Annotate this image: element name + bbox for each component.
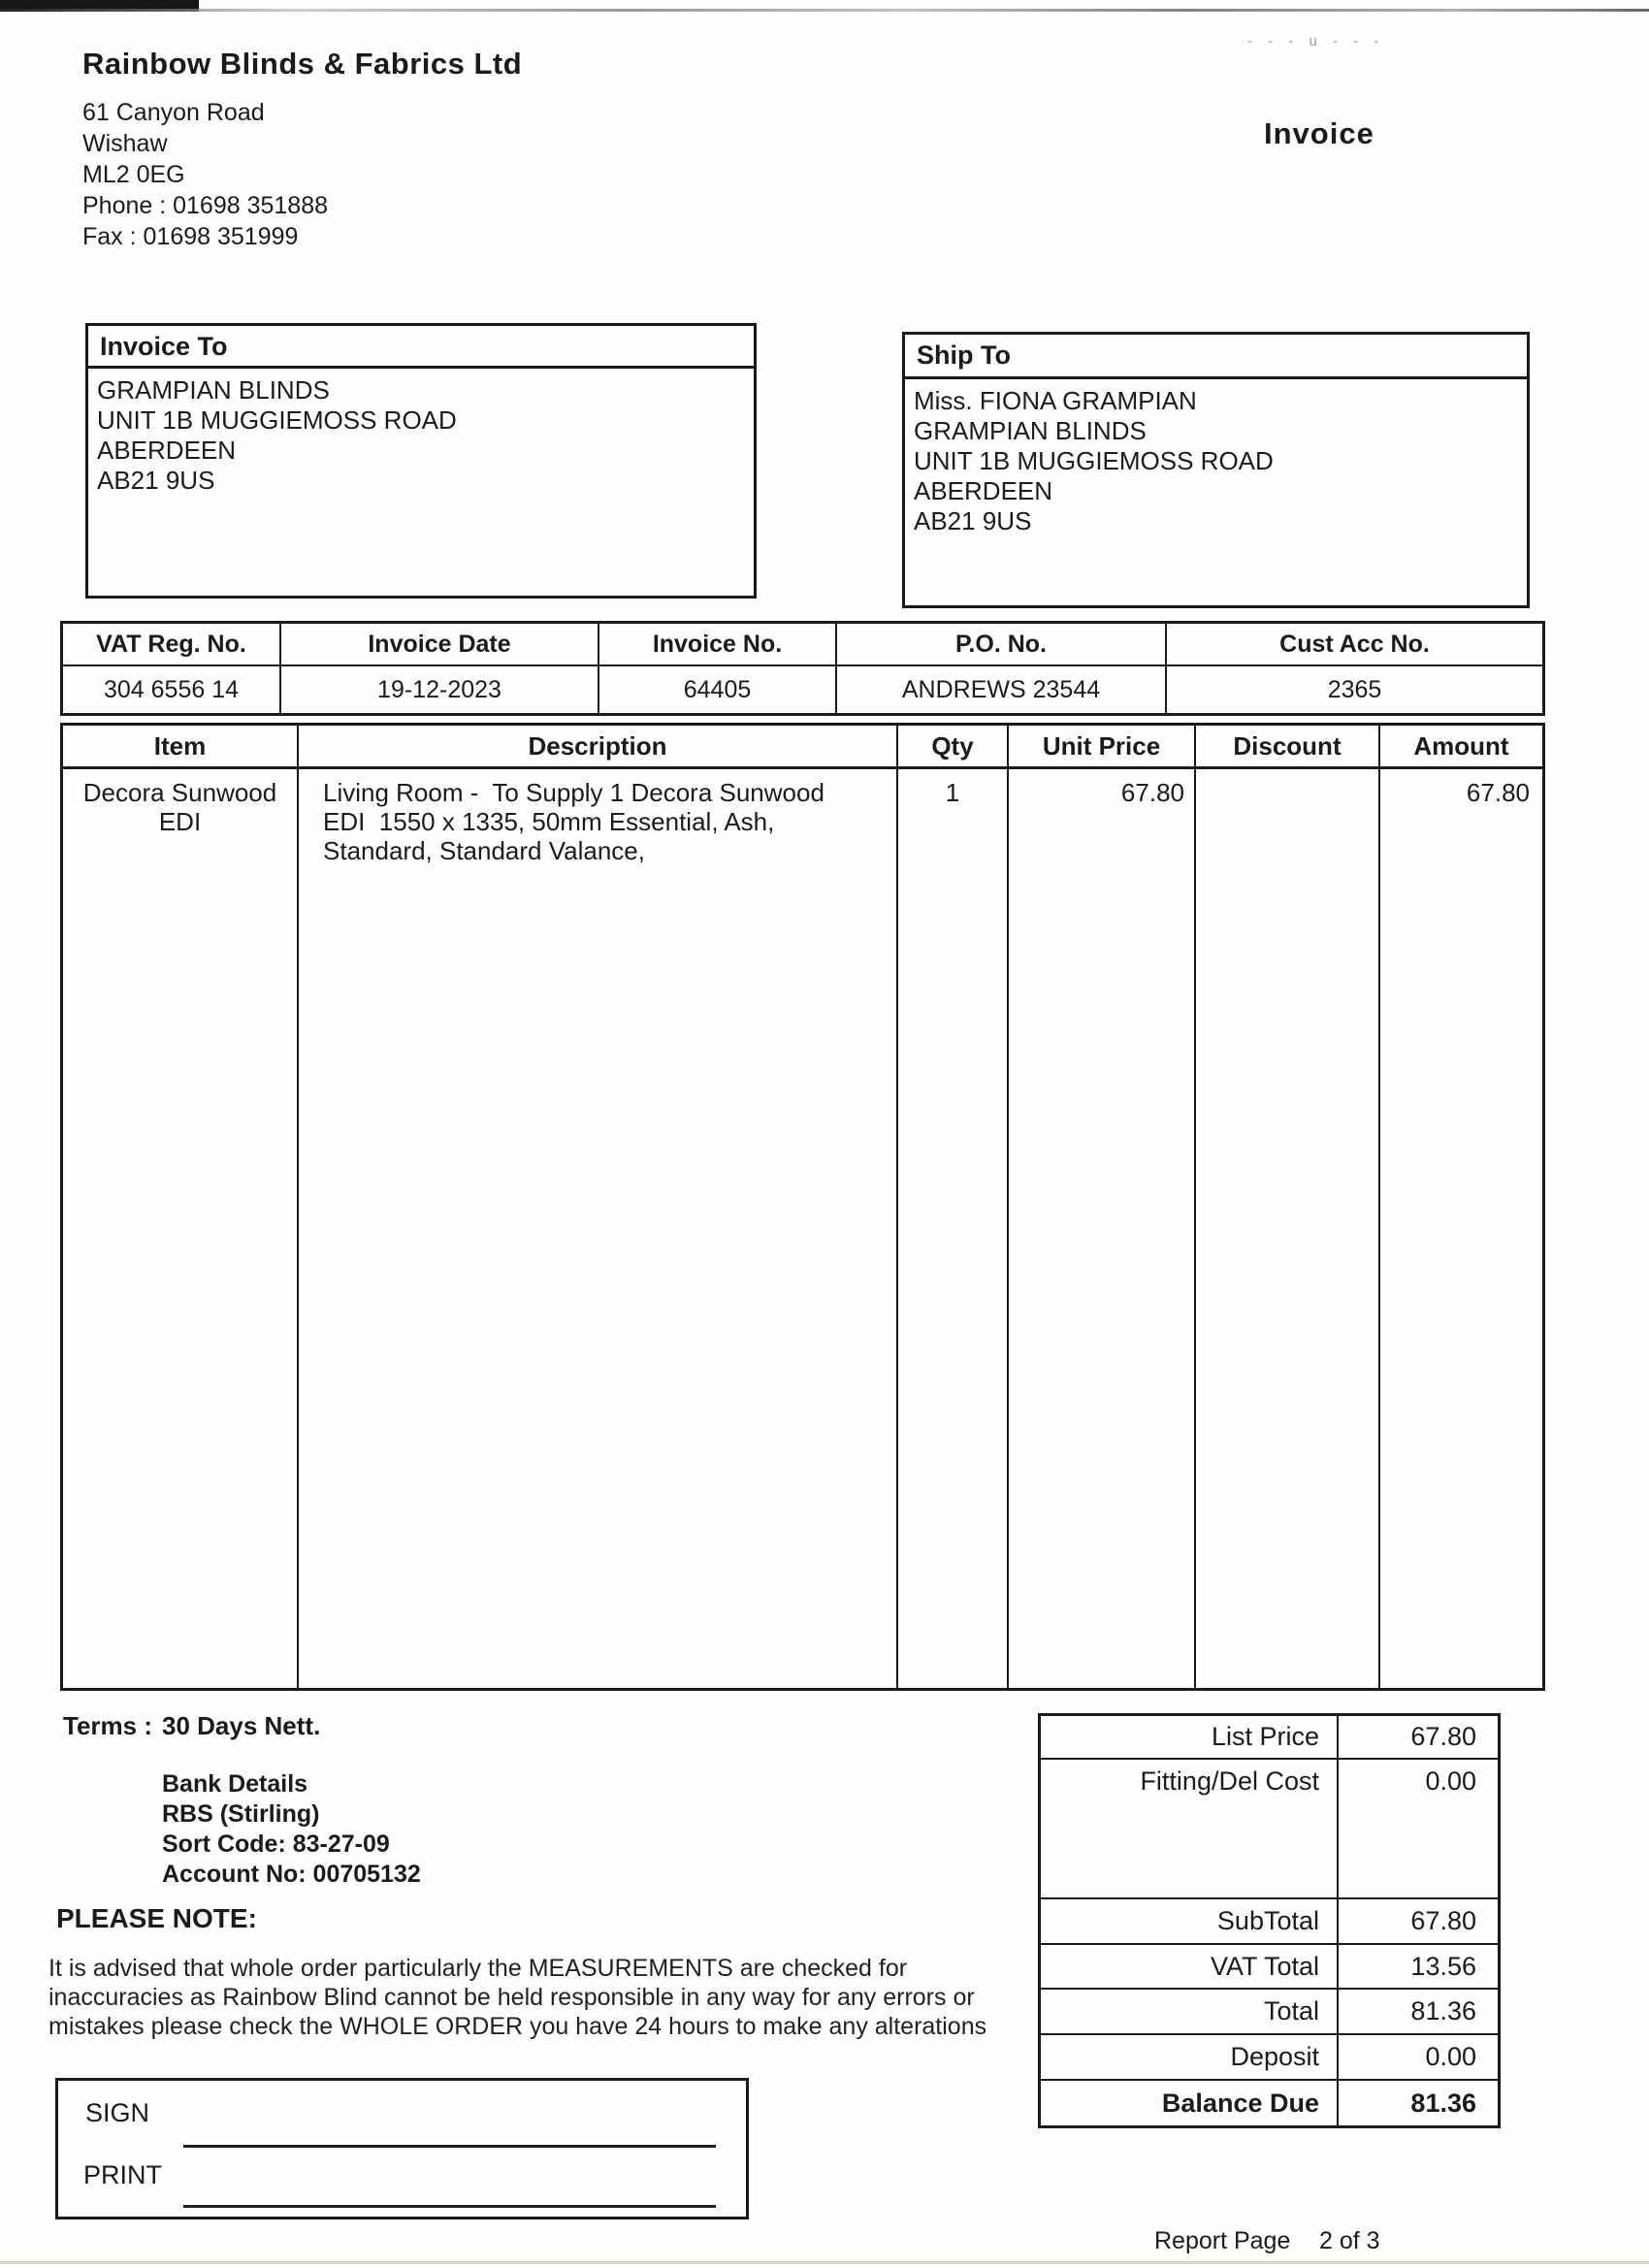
balance-due-label: Balance Due <box>1041 2081 1339 2125</box>
invoice-to-heading: Invoice To <box>88 326 754 369</box>
invoice-to-line: UNIT 1B MUGGIEMOSS ROAD <box>97 405 457 435</box>
deposit-label: Deposit <box>1041 2035 1339 2079</box>
totals-row-subtotal <box>1041 1899 1498 1945</box>
company-phone: Phone : 01698 351888 <box>82 192 329 219</box>
item-amount-cell: 67.80 <box>1466 778 1530 807</box>
report-page-label: Report Page <box>1154 2227 1291 2254</box>
fitting-del-cost-label: Fitting/Del Cost <box>1041 1760 1339 1897</box>
item-description-line: Living Room - To Supply 1 Decora Sunwood <box>323 778 824 807</box>
invoice-to-line: ABERDEEN <box>97 436 237 465</box>
scan-artifact-marks: - - - u - - - <box>1247 33 1385 49</box>
invoice-no-value: 64405 <box>599 666 837 713</box>
line-items-table <box>60 723 1545 1691</box>
totals-table <box>1038 1713 1501 2128</box>
item-qty-cell: 1 <box>898 769 1009 1688</box>
list-price-value: 67.80 <box>1410 1722 1476 1751</box>
subtotal-label: SubTotal <box>1041 1899 1339 1943</box>
bank-name: RBS (Stirling) <box>162 1800 320 1828</box>
balance-due-value: 81.36 <box>1410 2088 1476 2118</box>
total-value: 81.36 <box>1410 1996 1476 2025</box>
description-column-header: Description <box>299 726 898 766</box>
ship-to-line: ABERDEEN <box>914 476 1053 505</box>
item-description-line: Standard, Standard Valance, <box>323 836 645 865</box>
totals-row-vat-total <box>1041 1945 1498 1990</box>
sign-line <box>183 2145 716 2148</box>
ship-to-box <box>902 332 1530 608</box>
qty-column-header: Qty <box>898 726 1009 766</box>
totals-row-list-price <box>1041 1716 1498 1760</box>
note-line: inaccuracies as Rainbow Blind cannot be held responsible in any way for any errors or <box>48 1984 975 2011</box>
signature-box <box>55 2078 749 2219</box>
ship-to-line: UNIT 1B MUGGIEMOSS ROAD <box>914 446 1274 475</box>
item-description-line: EDI 1550 x 1335, 50mm Essential, Ash, <box>323 807 775 836</box>
note-paragraph <box>48 1954 986 2041</box>
cust-acc-no-value: 2365 <box>1327 675 1382 703</box>
company-fax: Fax : 01698 351999 <box>82 223 299 250</box>
invoice-to-address <box>88 369 754 496</box>
item-discount-cell <box>1196 769 1380 1688</box>
ship-to-line: GRAMPIAN BLINDS <box>914 416 1147 445</box>
terms-value: 30 Days Nett. <box>162 1711 321 1740</box>
items-body-row <box>63 769 1542 1688</box>
discount-column-header: Discount <box>1196 726 1380 766</box>
list-price-label: List Price <box>1041 1716 1339 1758</box>
totals-row-total <box>1041 1990 1498 2035</box>
vat-reg-no-value: 304 6556 14 <box>63 666 281 713</box>
items-header-row <box>63 726 1542 769</box>
terms-label: Terms : <box>63 1711 152 1740</box>
scan-artifact-top-line <box>0 9 1649 12</box>
vat-total-label: VAT Total <box>1041 1945 1339 1988</box>
ship-to-address <box>905 379 1527 536</box>
scan-artifact-bottom-line <box>0 2261 1649 2264</box>
note-line: mistakes please check the WHOLE ORDER you have 24 hours to make any alterations <box>48 2013 987 2040</box>
item-column-header: Item <box>63 726 299 766</box>
invoice-date-value: 19-12-2023 <box>281 666 599 713</box>
item-name-cell <box>63 769 299 1688</box>
please-note-heading: PLEASE NOTE: <box>56 1903 257 1933</box>
ship-to-line: AB21 9US <box>914 506 1032 535</box>
totals-row-balance-due <box>1041 2081 1498 2125</box>
invoice-date-header: Invoice Date <box>281 624 599 664</box>
print-line <box>183 2205 716 2208</box>
company-address-line: Wishaw <box>82 130 168 157</box>
company-address <box>82 97 328 252</box>
amount-column-header: Amount <box>1413 730 1509 761</box>
bank-details-heading: Bank Details <box>162 1770 308 1798</box>
totals-row-fitting-del-cost <box>1041 1760 1498 1899</box>
ship-to-heading: Ship To <box>905 335 1527 379</box>
total-label: Total <box>1041 1990 1339 2033</box>
bank-account-no: Account No: 00705132 <box>162 1861 421 1888</box>
document-title: Invoice <box>1264 116 1374 150</box>
company-name: Rainbow Blinds & Fabrics Ltd <box>82 47 523 81</box>
bank-details <box>162 1769 421 1890</box>
item-name-line: Decora Sunwood <box>82 778 277 807</box>
unit-price-column-header: Unit Price <box>1009 726 1196 766</box>
meta-header-row <box>63 624 1542 666</box>
note-line: It is advised that whole order particularly the MEASUREMENTS are checked for <box>48 1955 908 1982</box>
deposit-value: 0.00 <box>1425 2042 1476 2071</box>
meta-value-row <box>63 666 1542 713</box>
sign-label: SIGN <box>85 2098 150 2127</box>
invoice-to-line: GRAMPIAN BLINDS <box>97 375 330 405</box>
report-page-value: 2 of 3 <box>1319 2227 1380 2254</box>
bank-sort-code: Sort Code: 83-27-09 <box>162 1831 390 1858</box>
item-unit-price-cell: 67.80 <box>1009 769 1196 1688</box>
vat-total-value: 13.56 <box>1410 1951 1476 1981</box>
cust-acc-no-header: Cust Acc No. <box>1279 630 1430 658</box>
invoice-meta-table <box>60 621 1545 716</box>
print-label: PRINT <box>83 2160 162 2189</box>
item-description-cell <box>299 769 898 1688</box>
company-address-line: 61 Canyon Road <box>82 99 265 126</box>
subtotal-value: 67.80 <box>1410 1906 1476 1935</box>
item-name-line: EDI <box>158 807 202 836</box>
invoice-no-header: Invoice No. <box>599 624 837 664</box>
vat-reg-no-header: VAT Reg. No. <box>63 624 281 664</box>
po-no-header: P.O. No. <box>837 624 1167 664</box>
po-no-value: ANDREWS 23544 <box>837 666 1167 713</box>
invoice-to-box <box>85 323 757 599</box>
totals-row-deposit <box>1041 2035 1498 2081</box>
invoice-to-line: AB21 9US <box>97 466 215 495</box>
ship-to-line: Miss. FIONA GRAMPIAN <box>914 386 1197 415</box>
fitting-del-cost-value: 0.00 <box>1425 1766 1476 1796</box>
company-address-line: ML2 0EG <box>82 161 185 188</box>
